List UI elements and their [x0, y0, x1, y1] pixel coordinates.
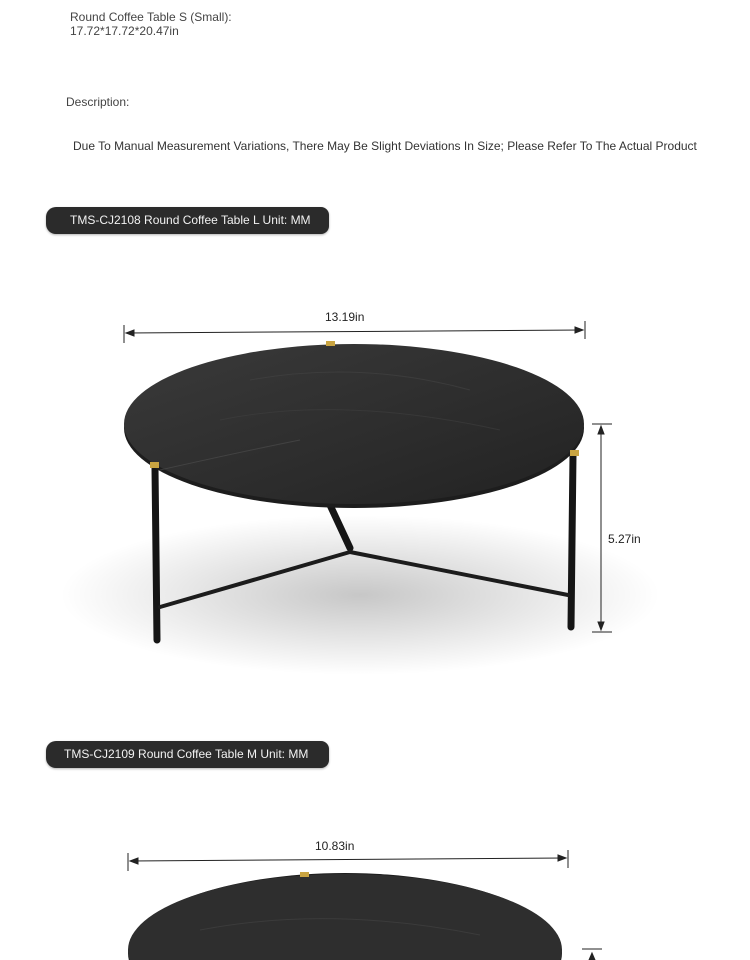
brass-cap [300, 872, 309, 877]
brass-cap [570, 450, 579, 456]
brass-cap [326, 341, 335, 346]
table-l-top [124, 344, 584, 504]
product-title-m: TMS-CJ2109 Round Coffee Table M Unit: MM [64, 747, 309, 761]
table-m-illustration [128, 872, 562, 960]
size-spec-title: Round Coffee Table S (Small): [70, 10, 232, 24]
table-m-top [128, 874, 562, 960]
product-title-badge-m [46, 741, 329, 768]
height-label-l: 5.27in [608, 532, 641, 546]
description-label: Description: [66, 95, 130, 109]
dimension-height-m [582, 949, 602, 960]
dimension-width-m [128, 850, 568, 871]
description-text: Due To Manual Measurement Variations, There May Be Slight Deviations In Size; Please Refer To The Actual Product [73, 139, 697, 153]
product-title-l: TMS-CJ2108 Round Coffee Table L Unit: MM [70, 213, 311, 227]
brass-cap [150, 462, 159, 468]
width-label-l: 13.19in [325, 310, 365, 324]
dimension-width-l [124, 321, 585, 343]
size-spec-dimensions: 17.72*17.72*20.47in [70, 24, 179, 38]
width-label-m: 10.83in [315, 839, 355, 853]
